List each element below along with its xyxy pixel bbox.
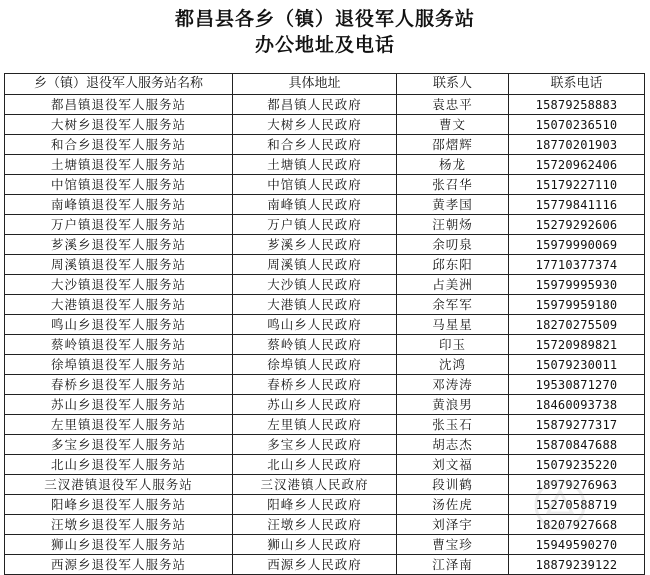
address-cell: 西源乡人民政府: [233, 555, 397, 575]
table-row: [5, 515, 645, 535]
station-name-cell: 北山乡退役军人服务站: [5, 455, 233, 475]
phone-cell: 18979276963: [509, 475, 645, 495]
address-cell: 多宝乡人民政府: [233, 435, 397, 455]
phone-cell: 15870847688: [509, 435, 645, 455]
table-header-row: [5, 74, 645, 95]
contact-cell: 黄孝国: [397, 195, 509, 215]
station-name-cell: 蔡岭镇退役军人服务站: [5, 335, 233, 355]
station-name-cell: 鸣山乡退役军人服务站: [5, 315, 233, 335]
contact-cell: 余叨泉: [397, 235, 509, 255]
table-row: [5, 135, 645, 155]
contact-cell: 邱东阳: [397, 255, 509, 275]
phone-cell: 15979959180: [509, 295, 645, 315]
station-name-cell: 徐埠镇退役军人服务站: [5, 355, 233, 375]
address-cell: 大沙镇人民政府: [233, 275, 397, 295]
contact-cell: 袁忠平: [397, 95, 509, 115]
table-row: [5, 275, 645, 295]
station-name-cell: 周溪镇退役军人服务站: [5, 255, 233, 275]
header-phone: 联系电话: [509, 74, 645, 95]
table-row: [5, 215, 645, 235]
contact-cell: 邓涛涛: [397, 375, 509, 395]
table-row: [5, 435, 645, 455]
table-row: [5, 415, 645, 435]
table-row: [5, 355, 645, 375]
contact-cell: 沈鸿: [397, 355, 509, 375]
station-name-cell: 芗溪乡退役军人服务站: [5, 235, 233, 255]
contact-cell: 胡志杰: [397, 435, 509, 455]
address-cell: 徐埠镇人民政府: [233, 355, 397, 375]
phone-cell: 18460093738: [509, 395, 645, 415]
address-cell: 大树乡人民政府: [233, 115, 397, 135]
phone-cell: 19530871270: [509, 375, 645, 395]
phone-cell: 15879277317: [509, 415, 645, 435]
phone-cell: 15279292606: [509, 215, 645, 235]
contact-cell: 马星星: [397, 315, 509, 335]
contact-cell: 杨龙: [397, 155, 509, 175]
address-cell: 狮山乡人民政府: [233, 535, 397, 555]
contact-cell: 张召华: [397, 175, 509, 195]
title-line-2: 办公地址及电话: [254, 34, 395, 56]
station-name-cell: 多宝乡退役军人服务站: [5, 435, 233, 455]
phone-cell: 18879239122: [509, 555, 645, 575]
phone-cell: 15979990069: [509, 235, 645, 255]
header-station-name: 乡（镇）退役军人服务站名称: [5, 74, 233, 95]
station-name-cell: 汪墩乡退役军人服务站: [5, 515, 233, 535]
contact-cell: 张玉石: [397, 415, 509, 435]
address-cell: 芗溪乡人民政府: [233, 235, 397, 255]
page-title: [0, 0, 650, 58]
phone-cell: 15879258883: [509, 95, 645, 115]
contact-cell: 刘泽宇: [397, 515, 509, 535]
station-name-cell: 南峰镇退役军人服务站: [5, 195, 233, 215]
station-name-cell: 都昌镇退役军人服务站: [5, 95, 233, 115]
phone-cell: 15779841116: [509, 195, 645, 215]
phone-cell: 15070236510: [509, 115, 645, 135]
contact-cell: 余军军: [397, 295, 509, 315]
table-row: [5, 475, 645, 495]
contact-cell: 刘文福: [397, 455, 509, 475]
address-cell: 春桥乡人民政府: [233, 375, 397, 395]
table-row: [5, 335, 645, 355]
phone-cell: 15179227110: [509, 175, 645, 195]
phone-cell: 15949590270: [509, 535, 645, 555]
table-row: [5, 455, 645, 475]
address-cell: 土塘镇人民政府: [233, 155, 397, 175]
station-name-cell: 左里镇退役军人服务站: [5, 415, 233, 435]
header-contact: 联系人: [397, 74, 509, 95]
address-cell: 蔡岭镇人民政府: [233, 335, 397, 355]
contact-cell: 曹宝珍: [397, 535, 509, 555]
address-cell: 阳峰乡人民政府: [233, 495, 397, 515]
service-station-table: [4, 73, 645, 575]
contact-cell: 黄浪男: [397, 395, 509, 415]
table-row: [5, 95, 645, 115]
table-row: [5, 295, 645, 315]
phone-cell: 15079235220: [509, 455, 645, 475]
phone-cell: 15270588719: [509, 495, 645, 515]
phone-cell: 17710377374: [509, 255, 645, 275]
phone-cell: 15979995930: [509, 275, 645, 295]
table-row: [5, 495, 645, 515]
station-name-cell: 阳峰乡退役军人服务站: [5, 495, 233, 515]
address-cell: 大港镇人民政府: [233, 295, 397, 315]
address-cell: 左里镇人民政府: [233, 415, 397, 435]
table-row: [5, 535, 645, 555]
table-row: [5, 235, 645, 255]
address-cell: 南峰镇人民政府: [233, 195, 397, 215]
address-cell: 中馆镇人民政府: [233, 175, 397, 195]
table-row: [5, 115, 645, 135]
contact-cell: 江泽南: [397, 555, 509, 575]
contact-cell: 曹文: [397, 115, 509, 135]
address-cell: 万户镇人民政府: [233, 215, 397, 235]
station-name-cell: 大沙镇退役军人服务站: [5, 275, 233, 295]
address-cell: 三汊港镇人民政府: [233, 475, 397, 495]
table-row: [5, 395, 645, 415]
table-row: [5, 195, 645, 215]
table-row: [5, 555, 645, 575]
station-name-cell: 狮山乡退役军人服务站: [5, 535, 233, 555]
title-line-1: 都昌县各乡（镇）退役军人服务站: [174, 8, 475, 30]
phone-cell: 18270275509: [509, 315, 645, 335]
table-row: [5, 375, 645, 395]
address-cell: 周溪镇人民政府: [233, 255, 397, 275]
address-cell: 苏山乡人民政府: [233, 395, 397, 415]
station-name-cell: 春桥乡退役军人服务站: [5, 375, 233, 395]
contact-cell: 印玉: [397, 335, 509, 355]
phone-cell: 15720962406: [509, 155, 645, 175]
address-cell: 汪墩乡人民政府: [233, 515, 397, 535]
station-name-cell: 大树乡退役军人服务站: [5, 115, 233, 135]
phone-cell: 15720989821: [509, 335, 645, 355]
station-name-cell: 三汊港镇退役军人服务站: [5, 475, 233, 495]
contact-cell: 汪朝炀: [397, 215, 509, 235]
table-row: [5, 315, 645, 335]
contact-cell: 占美洲: [397, 275, 509, 295]
station-name-cell: 西源乡退役军人服务站: [5, 555, 233, 575]
table-row: [5, 155, 645, 175]
address-cell: 和合乡人民政府: [233, 135, 397, 155]
address-cell: 鸣山乡人民政府: [233, 315, 397, 335]
station-name-cell: 和合乡退役军人服务站: [5, 135, 233, 155]
phone-cell: 18770201903: [509, 135, 645, 155]
table-row: [5, 255, 645, 275]
station-name-cell: 中馆镇退役军人服务站: [5, 175, 233, 195]
table-row: [5, 175, 645, 195]
address-cell: 都昌镇人民政府: [233, 95, 397, 115]
contact-cell: 邵熠辉: [397, 135, 509, 155]
phone-cell: 15079230011: [509, 355, 645, 375]
header-address: 具体地址: [233, 74, 397, 95]
station-name-cell: 苏山乡退役军人服务站: [5, 395, 233, 415]
address-cell: 北山乡人民政府: [233, 455, 397, 475]
station-name-cell: 万户镇退役军人服务站: [5, 215, 233, 235]
station-name-cell: 土塘镇退役军人服务站: [5, 155, 233, 175]
contact-cell: 段训鹤: [397, 475, 509, 495]
contact-cell: 汤佐虎: [397, 495, 509, 515]
station-name-cell: 大港镇退役军人服务站: [5, 295, 233, 315]
phone-cell: 18207927668: [509, 515, 645, 535]
